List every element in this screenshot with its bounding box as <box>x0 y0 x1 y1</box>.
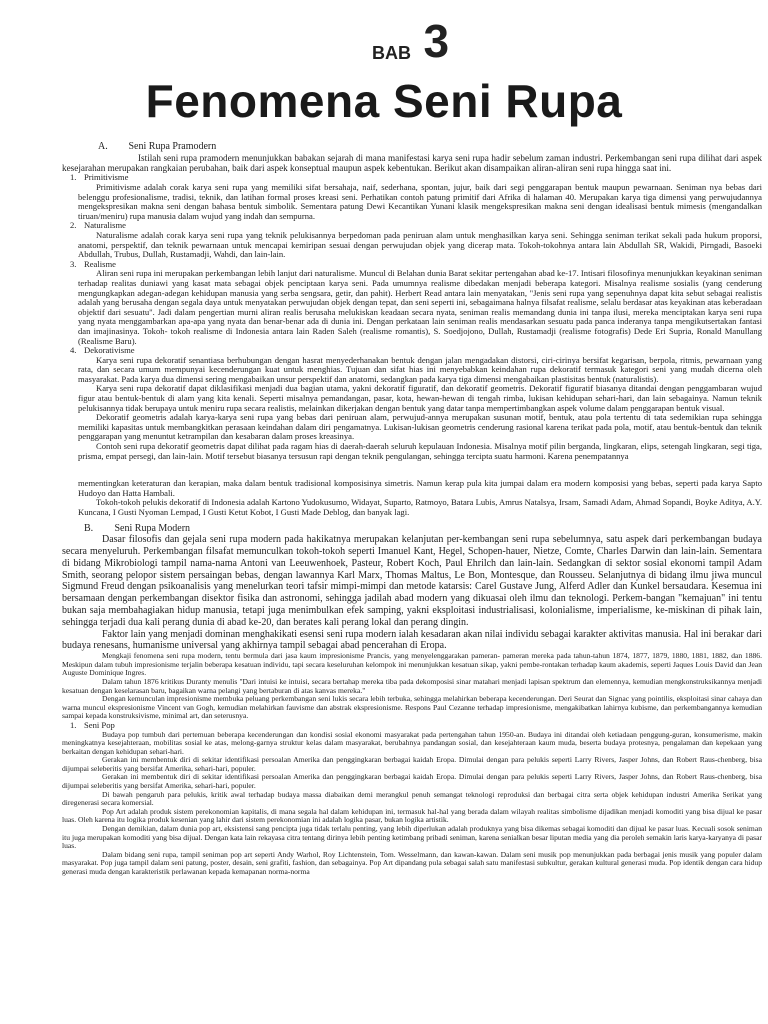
list-item-text: Budaya pop tumbuh dari pertemuan beberapa kecenderungan dan kondisi sosial ekonomi masyarakat pada pertengahan tahun 1950-an. Budaya ini ditandai oleh ketiadaan penggung-guran, konsumerisme, makin meningkatnya kesejahteraan, mobilitas sosial ke atas, melong-garnya struktur kelas dalam masyarakat, berubahnya pandangan sosial, dan kesejahteraan kaum muda, beserta budaya protesnya, pengalaman dan kepekaan yang berkaitan dengan kehidupan sehari-hari. <box>62 729 762 756</box>
section-b-paragraph: Faktor lain yang menjadi dominan menghakikati esensi seni rupa modern ialah kesadaran akan nilai individu sebagai karakter aktivitas manusia. Hal ini berakar dari budaya renesans, humanisme universal yang akhirnya tampil sebagai abad pencerahan di Eropa. <box>62 628 762 652</box>
item-title: Realisme <box>84 258 116 269</box>
section-b-paragraph: Dalam tahun 1876 kritikus Duranty menulis "Dari intuisi ke intuisi, secara bertahap mereka tiba pada dekomposisi sinar matahari menjadi lapisan spektrum dan elemennya, kemudian mengkonstruksikannya menjadi kesatuan dengan keselarasan baru, bagaikan warna pelangi yang bertaburan di atas kanvas mereka." <box>62 676 762 695</box>
chapter-heading <box>372 15 450 67</box>
list-item-text: Gerakan ini membentuk diri di sekitar identifikasi persoalan Amerika dan penggingkaran berbagai kaidah Eropa. Dimulai dengan para pelukis seperti Larry Rivers, Jasper Johns, dan Robert Raus-chenberg, bisa dijumpai seleberitis yang bersifat Amerika, sehari-hari, populer. <box>62 772 762 791</box>
item-number: 2. <box>70 220 77 231</box>
chapter-label: BAB <box>372 43 411 63</box>
list-item-text: Tokoh-tokoh pelukis dekoratif di Indonesia adalah Kartono Yudokusumo, Widayat, Suparto, Ratmoyo, Batara Lubis, Amrus Natalsya, Irsam, Samadi Adam, Ahmad Sopandi, Boyke Aditya, A.Y. Kuncana, I Gusti Nyoman Lempad, I Gusti Ketut Kobot, I Gusti Made Deblog, dan banyak lagi. <box>78 497 762 517</box>
section-b-heading <box>84 524 762 534</box>
list-item-text: Gerakan ini membentuk diri di sekitar identifikasi persoalan Amerika dan penggingkaran berbagai kaidah Eropa. Dimulai dengan para pelukis seperti Larry Rivers, Jasper Johns, dan Robert Raus-chenberg, bisa dijumpai seleberitis yang bersifat Amerika, sehari-hari, populer. <box>62 755 762 773</box>
list-item-text: Dekoratif geometris adalah karya-karya seni rupa yang bebas dari peniruan alam, perwujud-annya merupakan susunan motif, bentuk, atau pola tertentu di tata sedemikian rupa sehingga memiliki kapasitas untuk membangkitkan perasaan keindahan dalam diri pengamatnya. Lukisan-lukisan geometris cenderung rasional karena terikat pada pola, motif, atau bentuk-bentuk dan teknik penggarapan yang menuntut ketrampilan dan kesabaran dalam proses kreasinya. <box>78 412 762 442</box>
list-item-text: Di bawah pengaruh para pelukis, kritik awal terhadap budaya massa diabaikan demi merangkul penuh semangat teknologi reproduksi dan berbagai citra serta objek kehidupan industri Amerika Serikat yang diregenerasi secara komersial. <box>62 789 762 808</box>
list-item-text: Aliran seni rupa ini merupakan perkembangan lebih lanjut dari naturalisme. Muncul di Belahan dunia Barat sekitar pertengahan abad ke-17. Intisari filosofinya menunjukkan keyakinan seniman terhadap realitas duniawi yang kasat mata sebagai objek penciptaan karya seni. Pada umumnya realisme dibedakan menjadi beberapa kategori. Misalnya realisme sosialis (yang cenderung mengungkapkan adegan-adegan kehidupan manusia yang serba sengsara, getir, dan pahit). Herbert Read antara lain menyatakan, "Jenis seni rupa yang sepenuhnya dapat kita sebut sebagai realistis adalah yang berusaha dengan segala daya untuk menyatakan perwujudan objek dengan tepat, dan seni seperti ini, sebagaimana halnya filsafat realisme, selalu berdasar atas keyakinan atas keberadaan objektif dari sesuatu". Jadi dalam pengertian murni aliran realis berusaha melukiskan keadaan secara nyata, seniman realis memandang dunia ini tanpa ilusi, mereka menciptakan karya seni rupa yang nyata menggambarkan apa-apa yang nyata dan benar-benar ada di dunia ini. Dengan perkataan lain seniman realis mendasarkan sesuatu pada panca inderanya tanpa mengikutsertakan fantasi dan imajinasinya. Tokoh- tokoh realisme di Indonesia antara lain Raden Saleh (realisme romantis), S. Soedjojono, Dullah, Rustamadji (realisme fotografis) Dede Eri Supria, Ronald Manullang (Realisme Baru). <box>78 268 762 346</box>
item-number: 1. <box>70 172 77 183</box>
section-b-letter: B. <box>84 522 94 534</box>
item-title: Dekorativisme <box>84 345 135 356</box>
section-b-paragraph: Dasar filosofis dan gejala seni rupa modern pada hakikatnya merupakan kelanjutan per-kembangan seni rupa sebelumnya, satu aspek dari perkembangan budaya secara menyeluruh. Perkembangan filsafat memunculkan tokoh-tokoh seperti Imanuel Kant, Hegel, Schopen-hauer, Nietze, Comte, Charles Darwin dan lain-lain. Sementara di bidang Mikrobiologi tampil nama-nama Antoni van Leeuwenhoek, Pasteur, Robert Koch, Paul Ehrilch dan lain-lain. Sedangkan di sektor sosial ekonomi tampil Adam Smith, seorang pelopor sistem persaingan bebas, dengan lawannya Karl Marx, Thomas Maltus, Le Bon, Montesque, dan Rousseu. Selanjutnya di bidang ilmu jiwa muncul Sigmund Freud dengan psikoanalisis yang menelurkan teori tafsir mimpi-mimpi dan metode katarsis: Carel Gustave Jung, Alferd Adler dan Kunkel bersaudara. Kesemua ini bersamaan dengan perkembangan disektor fisika dan astronomi, sehingga jadilah abad modern yang dikuasai oleh ilmu dan teknologi. Perkem-bangan "kemajuan" ini tentu bukan saja membahagiakan hidup manusia, tetapi juga menimbulkan efek samping, yakni eksploitasi industrialisasi, kolonialisme, imperialisme, ke-miskinan di pihak lain, sehingga terjadi dua kali perang dunia di abad ke-20, dan berates kali perang lokal dan perang dingin. <box>62 534 762 628</box>
intro-paragraph: Istilah seni rupa pramodern menunjukkan babakan sejarah di mana manifestasi karya seni rupa hadir sebelum zaman industri. Perkembangan seni rupa dilihat dari aspek kesejarahan merupakan rangkaian perubahan, baik dari aspek konseptual maupun aspek kebentukan. Berikut akan disampaikan aliran-aliran seni rupa hingga saat ini. <box>62 152 762 173</box>
item-title: Seni Pop <box>84 719 115 730</box>
list-item-text: Naturalisme adalah corak karya seni rupa yang teknik pelukisannya berpedoman pada peniruan alam untuk menghasilkan karya seni. Sehingga seniman terikat sekali pada hukum proporsi, anatomi, perspektif, dan teknik pewarnaan untuk mencapai kemiripan sesuai dengan perwujudan objek yang dicerap mata. Tokoh-tokohnya antara lain Abdullah SR, Wakidi, Pirngadi, Basoeki Abdullah, Trubus, Dullah, Rustamadji, Wahdi, dan lain-lain. <box>78 229 762 260</box>
page-title: Fenomena Seni Rupa <box>145 75 623 127</box>
item-title: Primitivisme <box>84 172 129 183</box>
document-body <box>62 142 762 877</box>
section-a-letter: A. <box>98 141 108 152</box>
list-item-text: mementingkan keteraturan dan kerapian, maka dalam bentuk tradisional komposisinya simetris. Namun kerap pula kita jumpai dalam era modern komposisi yang bebas, seperti pada karya Sapto Hudoyo dan Hatta Hambali. <box>78 478 762 498</box>
section-b-paragraph: Mengkaji fenomena seni rupa modern, tentu bermula dari jasa kaum impresionisme Prancis, yang menyelenggarakan pameran- pameran mereka pada tahun-tahun 1874, 1877, 1879, 1880, 1881, 1882, dan 1886. Meskipun dalam tubuh impresionisme terjalin beberapa kesatuan individu, tapi secara keseluruhan kelompok ini menunjukkan kesatuan sikap, yakni pembe-rontakan terhadap kaum akademis, seperti Jaques Louis David dan Jean Auguste Dominique Ingres. <box>62 651 762 678</box>
list-item-text: Karya seni rupa dekoratif dapat diklasifikasi menjadi dua bagian utama, yakni dekoratif figuratif, dan dekoratif geometris. Dekoratif figuratif biasanya ditandai dengan penggambaran wujud figur atau bentuk-bentuk di alam yang kita kenali. Seperti misalnya pemandangan, pasar, kota, hewan-hewan di tengah rimba, lukisan kehidupan sehari-hari, dan lain sebagainya. Namun teknik pelukisannya tidak berupaya untuk meniru rupa secara realistis, melainkan dikerjakan dengan bentuk yang datar tanpa mempertimbangkan aspek volume dalam penggarapan bentuk visual. <box>78 383 762 413</box>
list-item-text: Primitivisme adalah corak karya seni rupa yang memiliki sifat bersahaja, naif, sederhana, spontan, jujur, baik dari segi penggarapan bentuk maupun pewarnaan. Seniman nya bebas dari belenggu profesionalisme, tradisi, teknik, dan latihan formal proses kreasi seni. Perhatikan contoh patung primitif dari Afrika di halaman 40. Merupakan karya tiga dimensi yang perwujudannya mengekspresikan makna seni dengan bahasa bentuk simbolik. Sementara patung Dewi Kecantikan Yunani klasik mengekspresikan makna seni dengan idealisasi bentuk mimesis (mengandalkan tiruan/meniru) rupa manusia dalam wujud yang indah dan sempurna. <box>78 182 762 221</box>
list-item-text: Pop Art adalah produk sistem perekonomian kapitalis, di mana segala hal dalam kehidupan ini, termasuk hal-hal yang berada dalam wilayah realitas simbolisme dijadikan menjadi komoditi yang bisa dijual ke pasar luas. Oleh karena itu logika produk kesenian yang lahir dari sistem perekonomian ini adalah logika pasar, bukan logika artistik. <box>62 806 762 825</box>
item-number: 3. <box>70 258 77 269</box>
section-b-paragraph: Dengan kemunculan impresionisme membuka peluang perkembangan seni lukis secara lebih terbuka, sehingga melahirkan beberapa kecenderungan. Deri Seurat dan Signac yang pointilis, eksploitasi sinar cahaya dan warna muncul ekspresionisme Vincent van Gogh, kemudian melahirkan fauvisme dan abstrak ekspresionisme. Respons Paul Cezanne terhadap impresionisme, mengakibatkan lahirnya kubisme, dan perkembangannya kemudian sampai kepada konstruksivisme, minimal art, dan seterusnya. <box>62 694 762 721</box>
section-a-title: Seni Rupa Pramodern <box>128 141 217 152</box>
item-number: 4. <box>70 345 77 356</box>
list-item-text: Karya seni rupa dekoratif senantiasa berhubungan dengan hasrat menyederhanakan bentuk dengan jalan mengadakan distorsi, ciri-cirinya bersifat kegarisan, berpola, ritmis, pewarnaan yang rata, dan secara umum mempunyai kecenderungan kuat untuk menghias. Tujuan dan sifat hias ini menyebabkan keindahan rupa dekoratif termasuk kategori seni yang mudah dicerna oleh masyarakat. Pada karya dua dimensi sering mengabaikan unsur perspektif dan anatomi, sedangkan pada karya tiga dimensi mengabaikan plastisitas bentuk (naturalistis). <box>78 354 762 384</box>
item-number: 1. <box>70 719 77 730</box>
list-item-text: Dengan demikian, dalam dunia pop art, eksistensi sang pencipta juga tidak terlalu penting, yang lebih diperlukan adalah produknya yang bisa dikemas sebagai komoditi dan dijual ke pasar luas. Kecuali sosok seniman itu juga merupakan komoditi yang bisa dijual. Dengan kata lain rekayasa citra tentang dirinya lebih penting ketimbang pribadi seniman, karena senialkan besar liputan media yang dia peroleh semakin laris karya-karyanya di pasar luas. <box>62 824 762 851</box>
chapter-number: 3 <box>423 15 450 67</box>
item-title: Naturalisme <box>84 220 126 231</box>
list-item-text: Dalam bidang seni rupa, tampil seniman pop art seperti Andy Warhol, Roy Lichtenstein, Tom. Wesselmann, dan kawan-kawan. Dalam seni musik pop menunjukkan pada berbagai jenis musik yang populer dalam masyarakat. Pop juga tampil dalam seni patung, poster, desain, seni grafiti, fashion, dan sebagainya. Pop Art dipandang pula sebagai salah satu manifestasi subkultur, gerakan kultural generasi muda. Pop identik dengan cara hidup generasi muda dengan karakteristik perlawanan kepada kemapanan norma-norma <box>62 849 762 876</box>
section-a-heading <box>98 142 762 152</box>
page-break-gap <box>62 461 762 479</box>
section-b-title: Seni Rupa Modern <box>114 522 191 534</box>
list-item-text: Contoh seni rupa dekoratif geometris dapat dilihat pada ragam hias di daerah-daerah seluruh kepulauan Indonesia. Misalnya motif pilin berganda, lingkaran, elips, setengah lingkaran, segi tiga, prisma, empat persegi, dan lain-lain. Motif tersebut biasanya tersusun rapi dengan teknik pengulangan, sehingga tercipta suatu harmoni. Karena penempatannya <box>78 441 762 461</box>
